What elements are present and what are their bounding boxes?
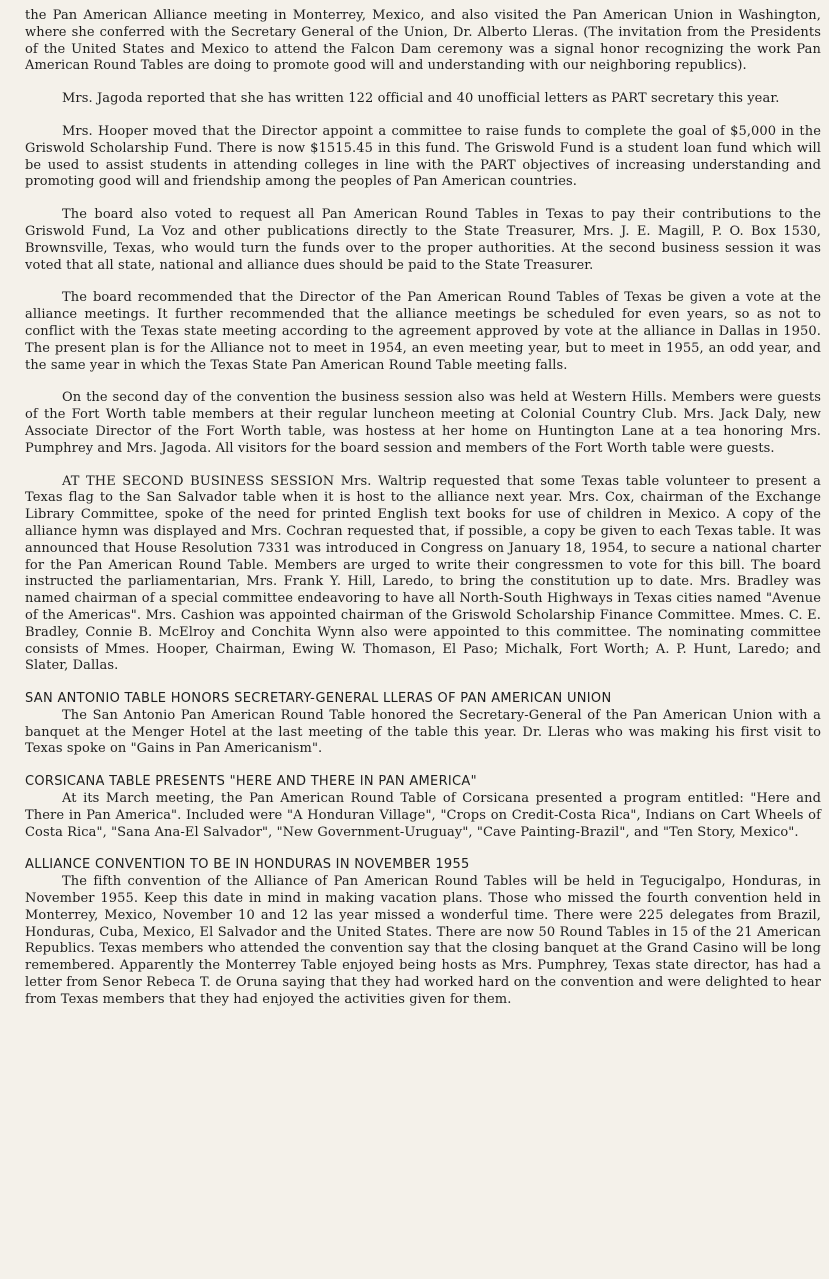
paragraph-state-treasurer: The board also voted to request all Pan American Round Tables in Texas to pay their contributions to the Griswold Fund, La Voz and other publications directly to the State Treasurer, Mrs. J. E. Magill, P. O. Box 1530, Brownsville, Texas, who would turn the funds over to the proper authorities. At the second business session it was voted that all state, national and alliance dues should be paid to the State Treasurer. [25,207,821,273]
paragraph-jagoda-letters: Mrs. Jagoda reported that she has written 122 official and 40 unofficial letters as PART secretary this year. [62,91,780,107]
section-body-corsicana: At its March meeting, the Pan American Round Table of Corsicana presented a program entitled: "Here and There in Pan America". Included were "A Honduran Village", "Crops on Credit-Costa Rica", Indians on Cart Wheels of Costa Rica", "Sana Ana-El Salvador", "New Government-Uruguay", "Cave Painting-Brazil", and "Ten Story, Mexico". [25,791,821,840]
paragraph-second-day: On the second day of the convention the business session also was held at Western Hills. Members were guests of the Fort Worth table members at their regular luncheon meeting at Colonial Country Club. Mrs. Jack Daly, new Associate Director of the Fort Worth table, was hostess at her home on Huntington Lane at a tea honoring Mrs. Pumphrey and Mrs. Jagoda. All visitors for the board session and members of the Fort Worth table were guests. [25,390,821,456]
paragraph-second-business-session: AT THE SECOND BUSINESS SESSION Mrs. Waltrip requested that some Texas table volunteer to present a Texas flag to the San Salvador table when it is host to the alliance next year. Mrs. Cox, chairman of the Exchange Library Committee, spoke of the need for printed English text books for use of children in Mexico. A copy of the alliance hymn was displayed and Mrs. Cochran requested that, if possible, a copy be given to each Texas table. It was announced that House Resolution 7331 was introduced in Congress on January 18, 1954, to secure a national charter for the Pan American Round Table. Members are urged to write their congressmen to vote for this bill. The board instructed the parliamentarian, Mrs. Frank Y. Hill, Laredo, to bring the constitution up to date. Mrs. Bradley was named chairman of a special committee endeavoring to have all North-South Highways in Texas cities named "Avenue of the Americas". Mrs. Cashion was appointed chairman of the Griswold Scholarship Finance Committee. Mmes. C. E. Bradley, Connie B. McElroy and Conchita Wynn also were appointed to this committee. The nominating committee consists of Mmes. Hooper, Chairman, Ewing W. Thomason, El Paso; Michalk, Fort Worth; A. P. Hunt, Laredo; and Slater, Dallas. [25,473,821,674]
paragraph-griswold-fund: Mrs. Hooper moved that the Director appoint a committee to raise funds to complete the goal of $5,000 in the Griswold Scholarship Fund. There is now $1515.45 in this fund. The Griswold Fund is a student loan fund which will be used to assist students in attending colleges in line with the PART objectives of increasing understanding and promoting good will and friendship among the peoples of Pan American countries. [25,123,821,190]
section-body-san-antonio: The San Antonio Pan American Round Table honored the Secretary-General of the Pan American Union with a banquet at the Menger Hotel at the last meeting of the table this year. Dr. Lleras who was making his first visit to Texas spoke on "Gains in Pan Americanism". [25,707,821,757]
paragraph-alliance-vote: The board recommended that the Director of the Pan American Round Tables of Texas be given a vote at the alliance meetings. It further recommended that the alliance meetings be scheduled for even years, so as not to conflict with the Texas state meeting according to the agreement approved by vote at the alliance in Dallas in 1950. The present plan is for the Alliance not to meet in 1954, an even meeting year, but to meet in 1955, an odd year, and the same year in which the Texas State Pan American Round Table meeting falls. [25,290,821,373]
section-body-honduras: The fifth convention of the Alliance of Pan American Round Tables will be held in Tegucigalpo, Honduras, in November 1955. Keep this date in mind in making vacation plans. Those who missed the fourth convention held in Monterrey, Mexico, November 10 and 12 las year missed a wonderful time. There were 225 delegates from Brazil, Honduras, Cuba, Mexico, El Salvador and the United States. There are now 50 Round Tables in 15 of the 21 American Republics. Texas members who attended the convention say that the closing banquet at the Grand Casino will be long remembered. Apparently the Monterrey Table enjoyed being hosts as Mrs. Pumphrey, Texas state director, has had a letter from Senor Rebeca T. de Oruna saying that they had worked hard on the convention and were delighted to hear from Texas members that they had enjoyed the activities given for them. [25,874,821,1007]
paragraph-falcon-dam: the Pan American Alliance meeting in Monterrey, Mexico, and also visited the Pan American Union in Washington, where she conferred with the Secretary General of the Union, Dr. Alberto Lleras. (The invitation from the Presidents of the United States and Mexico to attend the Falcon Dam ceremony was a signal honor recognizing the work Pan American Round Tables are doing to promote good will and understanding with our neighboring republics). [25,8,821,74]
section-heading-honduras: ALLIANCE CONVENTION TO BE IN HONDURAS IN NOVEMBER 1955 [25,857,470,873]
section-heading-corsicana: CORSICANA TABLE PRESENTS "HERE AND THERE IN PAN AMERICA" [25,774,477,790]
section-heading-san-antonio: SAN ANTONIO TABLE HONORS SECRETARY-GENERAL LLERAS OF PAN AMERICAN UNION [25,691,612,707]
